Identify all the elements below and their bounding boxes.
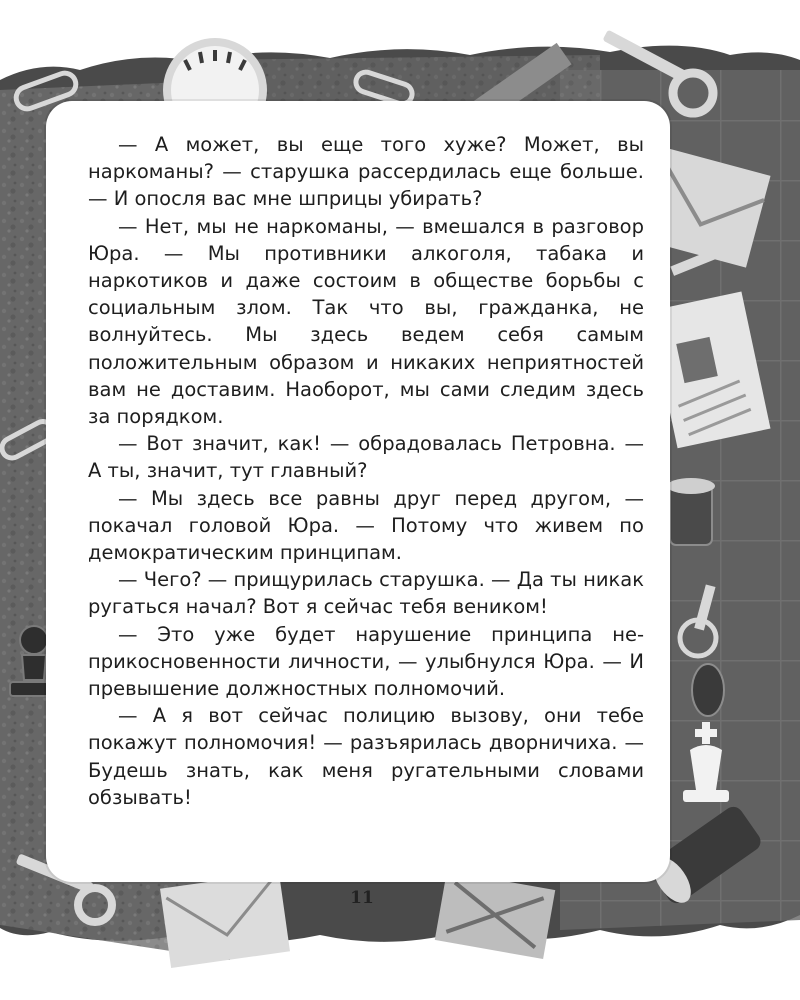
paragraph: — Мы здесь все равны друг перед другом, — покачал головой Юра. — Потому что живем по демократическим принципам.: [88, 486, 644, 565]
paragraph: — Нет, мы не наркоманы, — вмешался в разговор Юра. — Мы противники алкоголя, табака и наркотиков и даже состоим в обществе борьбы с социальным злом. Так что вы, гражданка, не волнуйтесь. Мы здесь ведем себя самым положительным образом и никаких неприятностей вам не доставим. Наоборот, мы сами следим здесь за порядком.: [88, 214, 644, 429]
envelope-icon: [160, 872, 290, 968]
paragraph: — А может, вы еще того хуже? Может, вы наркоманы? — старушка рассердилась еще больше. — И опосля вас мне шприцы убирать?: [88, 133, 644, 211]
page-number: 11: [350, 888, 374, 908]
paragraph: — Вот значит, как! — обрадовалась Петровна. — А ты, значит, тут главный?: [88, 432, 644, 483]
flashlight-icon: [667, 478, 715, 545]
paragraph: — Это уже будет нарушение принципа неприкосновенности личности, — улыбнулся Юра. — И превышение должностных полномочий.: [88, 622, 644, 701]
page-text: [88, 131, 644, 811]
paragraph: — А я вот сейчас полицию вызову, они тебе покажут полномочия! — разъярилась дворничиха. — Будешь знать, как меня ругательными словами обзывать!: [88, 704, 644, 809]
paragraph: — Чего? — прищурилась старушка. — Да ты никак ругаться начал? Вот я сейчас тебя веником!: [88, 568, 644, 619]
